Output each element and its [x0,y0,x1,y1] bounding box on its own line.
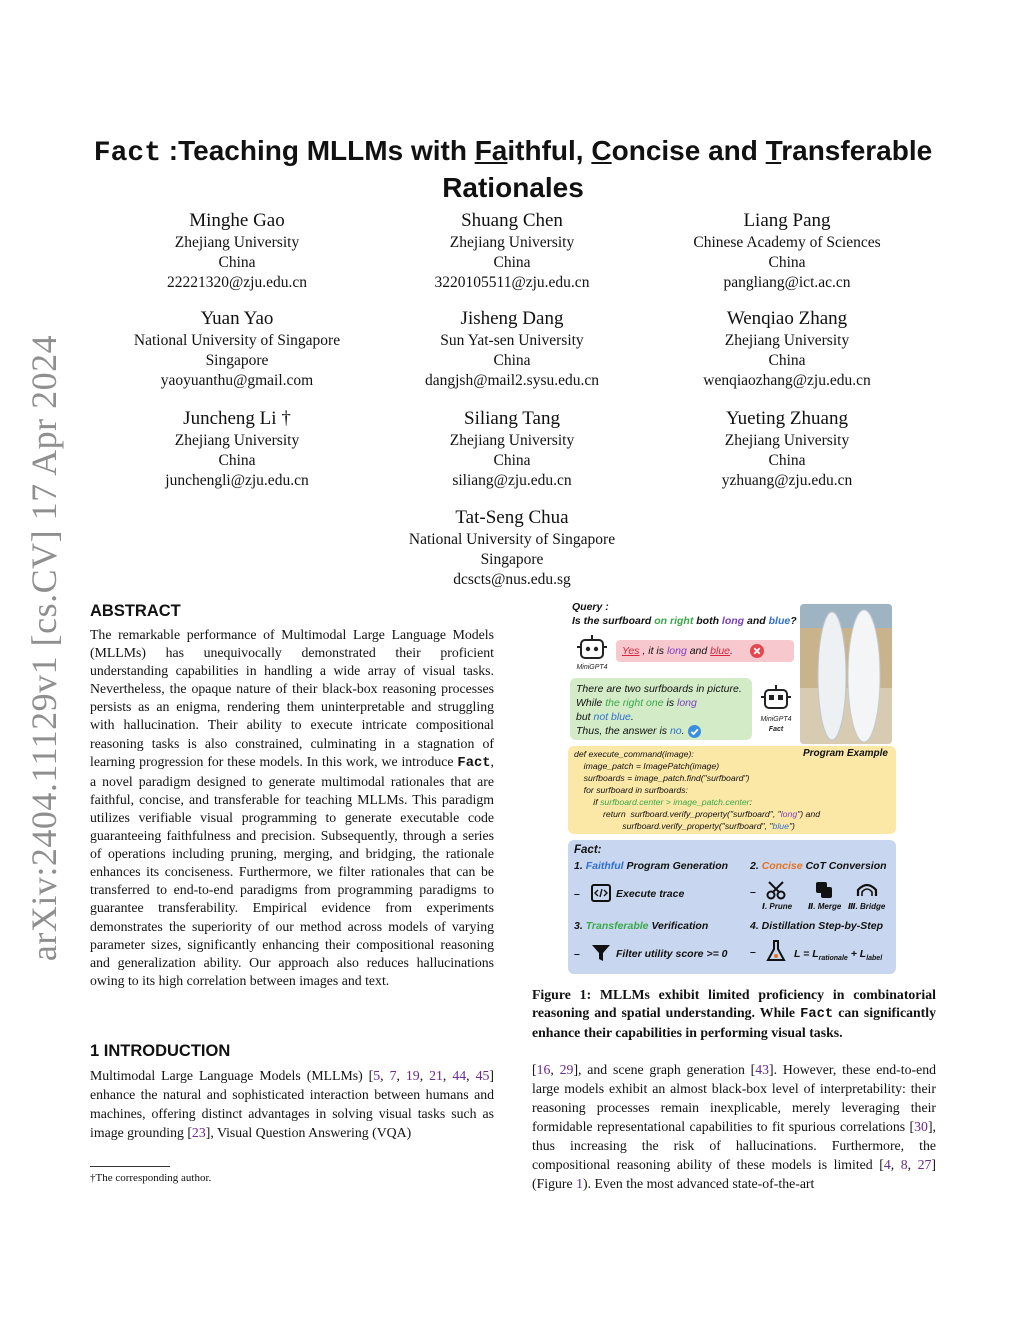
loss-formula [794,948,882,962]
abstract-fact: Fact [457,755,491,771]
ok-part: While [576,697,606,709]
abstract-part: , a novel paradigm designed to generate multimodal rationales that are faithful, concise, and transferable for teaching MLLMs. This paradigm utilizes verifiable visual programming to generate executable code guaranteeing faithfulness and precision. Subsequently, through a series of operations including pruning, merging, and bridging, the rationale enhances its conciseness. Furthermore, we filter rationales that can be transferred to end-to-end paradigms from programming paradigms to guarantee transferability. Empirical evidence from experiments demonstrates the superiority of our method across models of varying parameter sizes, significantly enhancing their compositional reasoning and generalization ability. Our approach also reduces hallucinations owing to its high correlation between images and text. [90,753,494,988]
step-part: 3. [574,920,586,932]
author-affiliation: Zhejiang University [724,332,850,349]
citation-link[interactable]: 8 [900,1157,908,1172]
code-line [574,796,890,808]
intro-part: ], Visual Question Answering (VQA) [205,1125,412,1140]
dash: – [750,886,756,898]
title-prefix: :Teaching MLLMs with [161,135,475,166]
author-country: China [218,254,256,271]
author-name: Yuan Yao [200,308,274,329]
title-t1: T [765,135,782,166]
author-country: China [493,254,531,271]
figure-caption [532,986,936,1043]
author-name: Wenqiao Zhang [726,308,848,329]
wrong-part: . [730,645,733,657]
program-example-label: Program Example [802,748,888,759]
citation-link[interactable]: 21 [429,1068,443,1083]
author-block [637,307,937,391]
loss-part: + L [847,948,867,960]
author-affiliation: Zhejiang University [724,432,850,449]
author-affiliation: National University of Singapore [133,332,341,349]
code-line: for surfboard in surfboards: [574,785,688,795]
loss-part: L = L [794,948,819,960]
step-concise: Concise [761,860,803,872]
step-part: Program Generation [623,860,729,872]
author-affiliation: Chinese Academy of Sciences [693,234,881,251]
intro-text: Multimodal Large Language Models (MLLMs) [5, 7, 19, 21, 44, 45] enhance the natural and sophisticated interaction between humans and machines, offering distinct advantages in solving visual tasks such as image grounding [23], Visual Question Answering (VQA) [90,1068,494,1140]
distillation-icon [764,938,788,964]
abstract-part: The remarkable performance of Multimodal Large Language Models (MLLMs) has unequivocally demonstrated their proficient understanding capabilities in handling a wide array of visual tasks. Nevertheless, the opaque nature of their black-box reasoning processes persists as an enigma, rendering them uninterpretable and struggling with hallucination. Their ability to execute intricate compositional reasoning tasks is also constrained, culminating in a stagnation of learning progression for these models. In this work, we introduce [90,627,494,769]
figure-1 [568,600,896,976]
author-block [637,407,937,491]
author-email: 22221320@zju.edu.cn [167,274,307,291]
code-part: ") and [797,809,821,819]
prune-label: Ⅰ. Prune [762,902,793,911]
code-blue: blue [772,821,789,831]
title-c1: C [591,135,612,166]
ok-line: There are two surfboards in picture. [576,683,742,695]
citation-link[interactable]: 27 [917,1157,932,1172]
author-email: wenqiaozhang@zju.edu.cn [703,372,871,389]
ok-part: . [681,725,685,737]
query-label: Query : [572,601,609,613]
ok-part: but [576,711,594,723]
right-column-text: [16, 29], and scene graph generation [43]. However, these end-to-end large models exhibit an almost black-box level of interpretability: their reasoning processes remain inexplicable, merely leveraging their formidable representational capabilities to fit spurious correlations [30], thus increasing the risk of hallucinations. Furthermore, the compositional reasoning ability of these models is limited [4, 8, 27] (Figure 1). Even the most advanced state-of-the-art [532,1062,937,1191]
minigpt4-fact-label: MiniGPT4 [760,716,792,723]
author-block [362,506,662,590]
ok-no: no [669,725,682,737]
body-part: ] (Figure [532,1157,937,1191]
title-f1: Fa [474,135,508,166]
ok-right-one: the right one [605,697,664,709]
loss-sub: label [866,955,883,963]
citation-link[interactable]: 5 [373,1068,381,1083]
step-1 [574,860,728,872]
author-email: dcscts@nus.edu.sg [453,571,571,588]
body-part: ], thus increasing the risk of hallucinations. Furthermore, the compositional reasoning ability of these models is limited [ [532,1119,936,1172]
code-line: def execute_command(image): [574,749,694,759]
author-country: China [493,352,531,369]
author-block [87,307,387,391]
code-part: surfboard.verify_property("surfboard", " [574,821,773,831]
step-part: CoT Conversion [802,860,887,872]
citation-link[interactable]: 4 [883,1157,891,1172]
merge-icon [814,880,834,900]
citation-link[interactable]: 7 [389,1068,397,1083]
citation-link[interactable]: 30 [914,1119,928,1134]
dash: – [750,946,756,958]
filter-icon [590,942,612,964]
title-t1-rest: ransferable [781,135,933,166]
figure-link[interactable]: 1 [576,1176,583,1191]
citation-link[interactable]: 45 [475,1068,490,1083]
arxiv-identifier: arXiv:2404.11129v1 [cs.CV] 17 Apr 2024 [24,334,64,962]
body-part: ). Even the most advanced state-of-the-art [582,1176,815,1191]
author-name: Shuang Chen [461,210,563,231]
query-long: long [721,615,745,627]
author-name: Minghe Gao [189,210,285,231]
wrong-long: long [666,645,687,657]
author-email: junchengli@zju.edu.cn [165,472,309,489]
author-block [362,307,662,391]
program-example-box [568,746,896,834]
author-email: yzhuang@zju.edu.cn [721,472,853,489]
title-c1-rest: oncise and [611,135,766,166]
citation-link[interactable]: 19 [405,1068,420,1083]
ok-part: is [663,697,677,709]
code-part: ") [788,821,795,831]
abstract-heading: ABSTRACT [90,602,181,620]
body-part: ], and scene graph generation [ [573,1062,756,1077]
bridge-label: Ⅲ. Bridge [848,902,886,911]
query-text [572,600,797,628]
author-country: China [768,452,806,469]
code-part: return surfboard.verify_property("surfboard", " [574,809,781,819]
query-on-right: on right [654,615,694,627]
author-email: siliang@zju.edu.cn [452,472,572,489]
author-country: Singapore [205,352,269,369]
author-affiliation: National University of Singapore [408,531,616,548]
wrong-part: , it is [639,645,667,657]
wrong-answer-box [616,640,794,662]
body-part: ]. However, these end-to-end large models exhibit an almost black-box level of interpretability: their reasoning processes remain inexplicable, merely leveraging their formidable representational capabilities to fit spurious correlations [ [532,1062,937,1134]
dash: – [574,888,580,900]
wrong-blue: blue [710,645,731,657]
query-blue: blue [768,615,791,627]
bridge-icon [856,880,878,900]
ok-not-blue: not blue [593,711,631,723]
code-part: : [749,797,752,807]
author-email: pangliang@ict.ac.cn [723,274,851,291]
execute-trace: Execute trace [616,888,685,900]
code-condition: surfboard.center > image_patch.center [600,797,750,807]
scissors-icon [766,880,788,900]
author-affiliation: Zhejiang University [449,432,575,449]
code-line [574,820,890,832]
author-country: Singapore [480,551,544,568]
merge-label: Ⅱ. Merge [808,902,842,911]
author-country: China [768,254,806,271]
author-block [362,407,662,491]
intro-part: ] enhance the natural and sophisticated interaction between humans and machines, offering distinct advantages in solving visual tasks such as image grounding [ [90,1068,494,1140]
check-icon [688,725,701,738]
step-part: Verification [648,920,709,932]
citation-link[interactable]: 44 [452,1068,467,1083]
fact-box-title: Fact: [574,844,602,856]
correct-answer-box [570,678,752,740]
step-4: 4. Distillation Step-by-Step [750,920,884,932]
dash: – [574,948,580,960]
author-name: Siliang Tang [464,408,560,429]
title-f1-rest: ithful, [507,135,592,166]
author-block [362,209,662,293]
step-2 [750,860,887,872]
step-faithful: Faithful [585,860,624,872]
footnote-rule [90,1166,170,1167]
author-name: Liang Pang [743,210,831,231]
author-email: dangjsh@mail2.sysu.edu.cn [425,372,599,389]
cross-icon [750,644,764,658]
code-part: if [574,797,601,807]
code-icon [590,882,612,904]
robot-fact-icon [756,684,796,741]
author-country: China [493,452,531,469]
step-transferable: Transferable [585,920,649,932]
code-line: surfboards = image_patch.find("surfboard") [574,773,750,783]
minigpt4-label: MiniGPT4 [576,664,608,671]
citation-link[interactable]: 16 [536,1062,551,1077]
author-name: Juncheng Li † [183,408,291,429]
caption-part: can significantly enhance their capabilities in performing visual tasks. [532,1005,936,1041]
title-line2: Rationales [442,172,584,203]
query-part: both [693,615,722,627]
body-part: [ [532,1062,537,1077]
query-part: and [744,615,769,627]
wrong-part: and [686,645,711,657]
author-block [87,407,387,491]
step-3 [574,920,708,932]
citation-link[interactable]: 43 [755,1062,770,1077]
ok-part: . [630,711,634,723]
author-name: Yueting Zhuang [726,408,848,429]
citation-link[interactable]: 29 [559,1062,574,1077]
author-country: China [768,352,806,369]
ok-long: long [677,697,697,709]
ok-part: Thus, the answer is [576,725,670,737]
loss-sub: rationale [818,955,848,963]
author-block [87,209,387,293]
paper-title [90,134,936,206]
code-line [574,808,890,820]
author-affiliation: Zhejiang University [174,234,300,251]
section-heading: 1 INTRODUCTION [90,1042,231,1060]
title-fact: Fact [93,138,162,169]
caption-fact: Fact [800,1007,834,1023]
author-name: Tat-Seng Chua [455,507,569,528]
abstract-text [90,626,494,990]
code-line: image_patch = ImagePatch(image) [574,761,720,771]
fact-steps-box [568,840,896,974]
author-name: Jisheng Dang [460,308,564,329]
author-affiliation: Zhejiang University [174,432,300,449]
author-block [637,209,937,293]
filter-label: Filter utility score >= 0 [616,948,728,960]
robot-icon [572,634,612,677]
step-part: 2. [750,860,762,872]
surfboard-photo [800,604,892,744]
wrong-yes: Yes [622,645,640,657]
citation-link[interactable]: 23 [191,1125,206,1140]
step-part: 1. [574,860,586,872]
code-long: long [780,809,798,819]
caption-part: Figure 1: MLLMs exhibit limited proficiency in combinatorial reasoning and spatial understanding. While [532,987,936,1021]
author-affiliation: Zhejiang University [449,234,575,251]
fact-label-small: Fact [768,726,784,733]
intro-part: Multimodal Large Language Models (MLLMs) [ [90,1068,374,1083]
query-part: ? [790,615,797,627]
author-affiliation: Sun Yat-sen University [440,332,584,349]
footnote: †The corresponding author. [90,1172,212,1184]
author-email: yaoyuanthu@gmail.com [160,372,314,389]
author-country: China [218,452,256,469]
query-part: Is the surfboard [572,615,655,627]
author-email: 3220105511@zju.edu.cn [434,274,590,291]
